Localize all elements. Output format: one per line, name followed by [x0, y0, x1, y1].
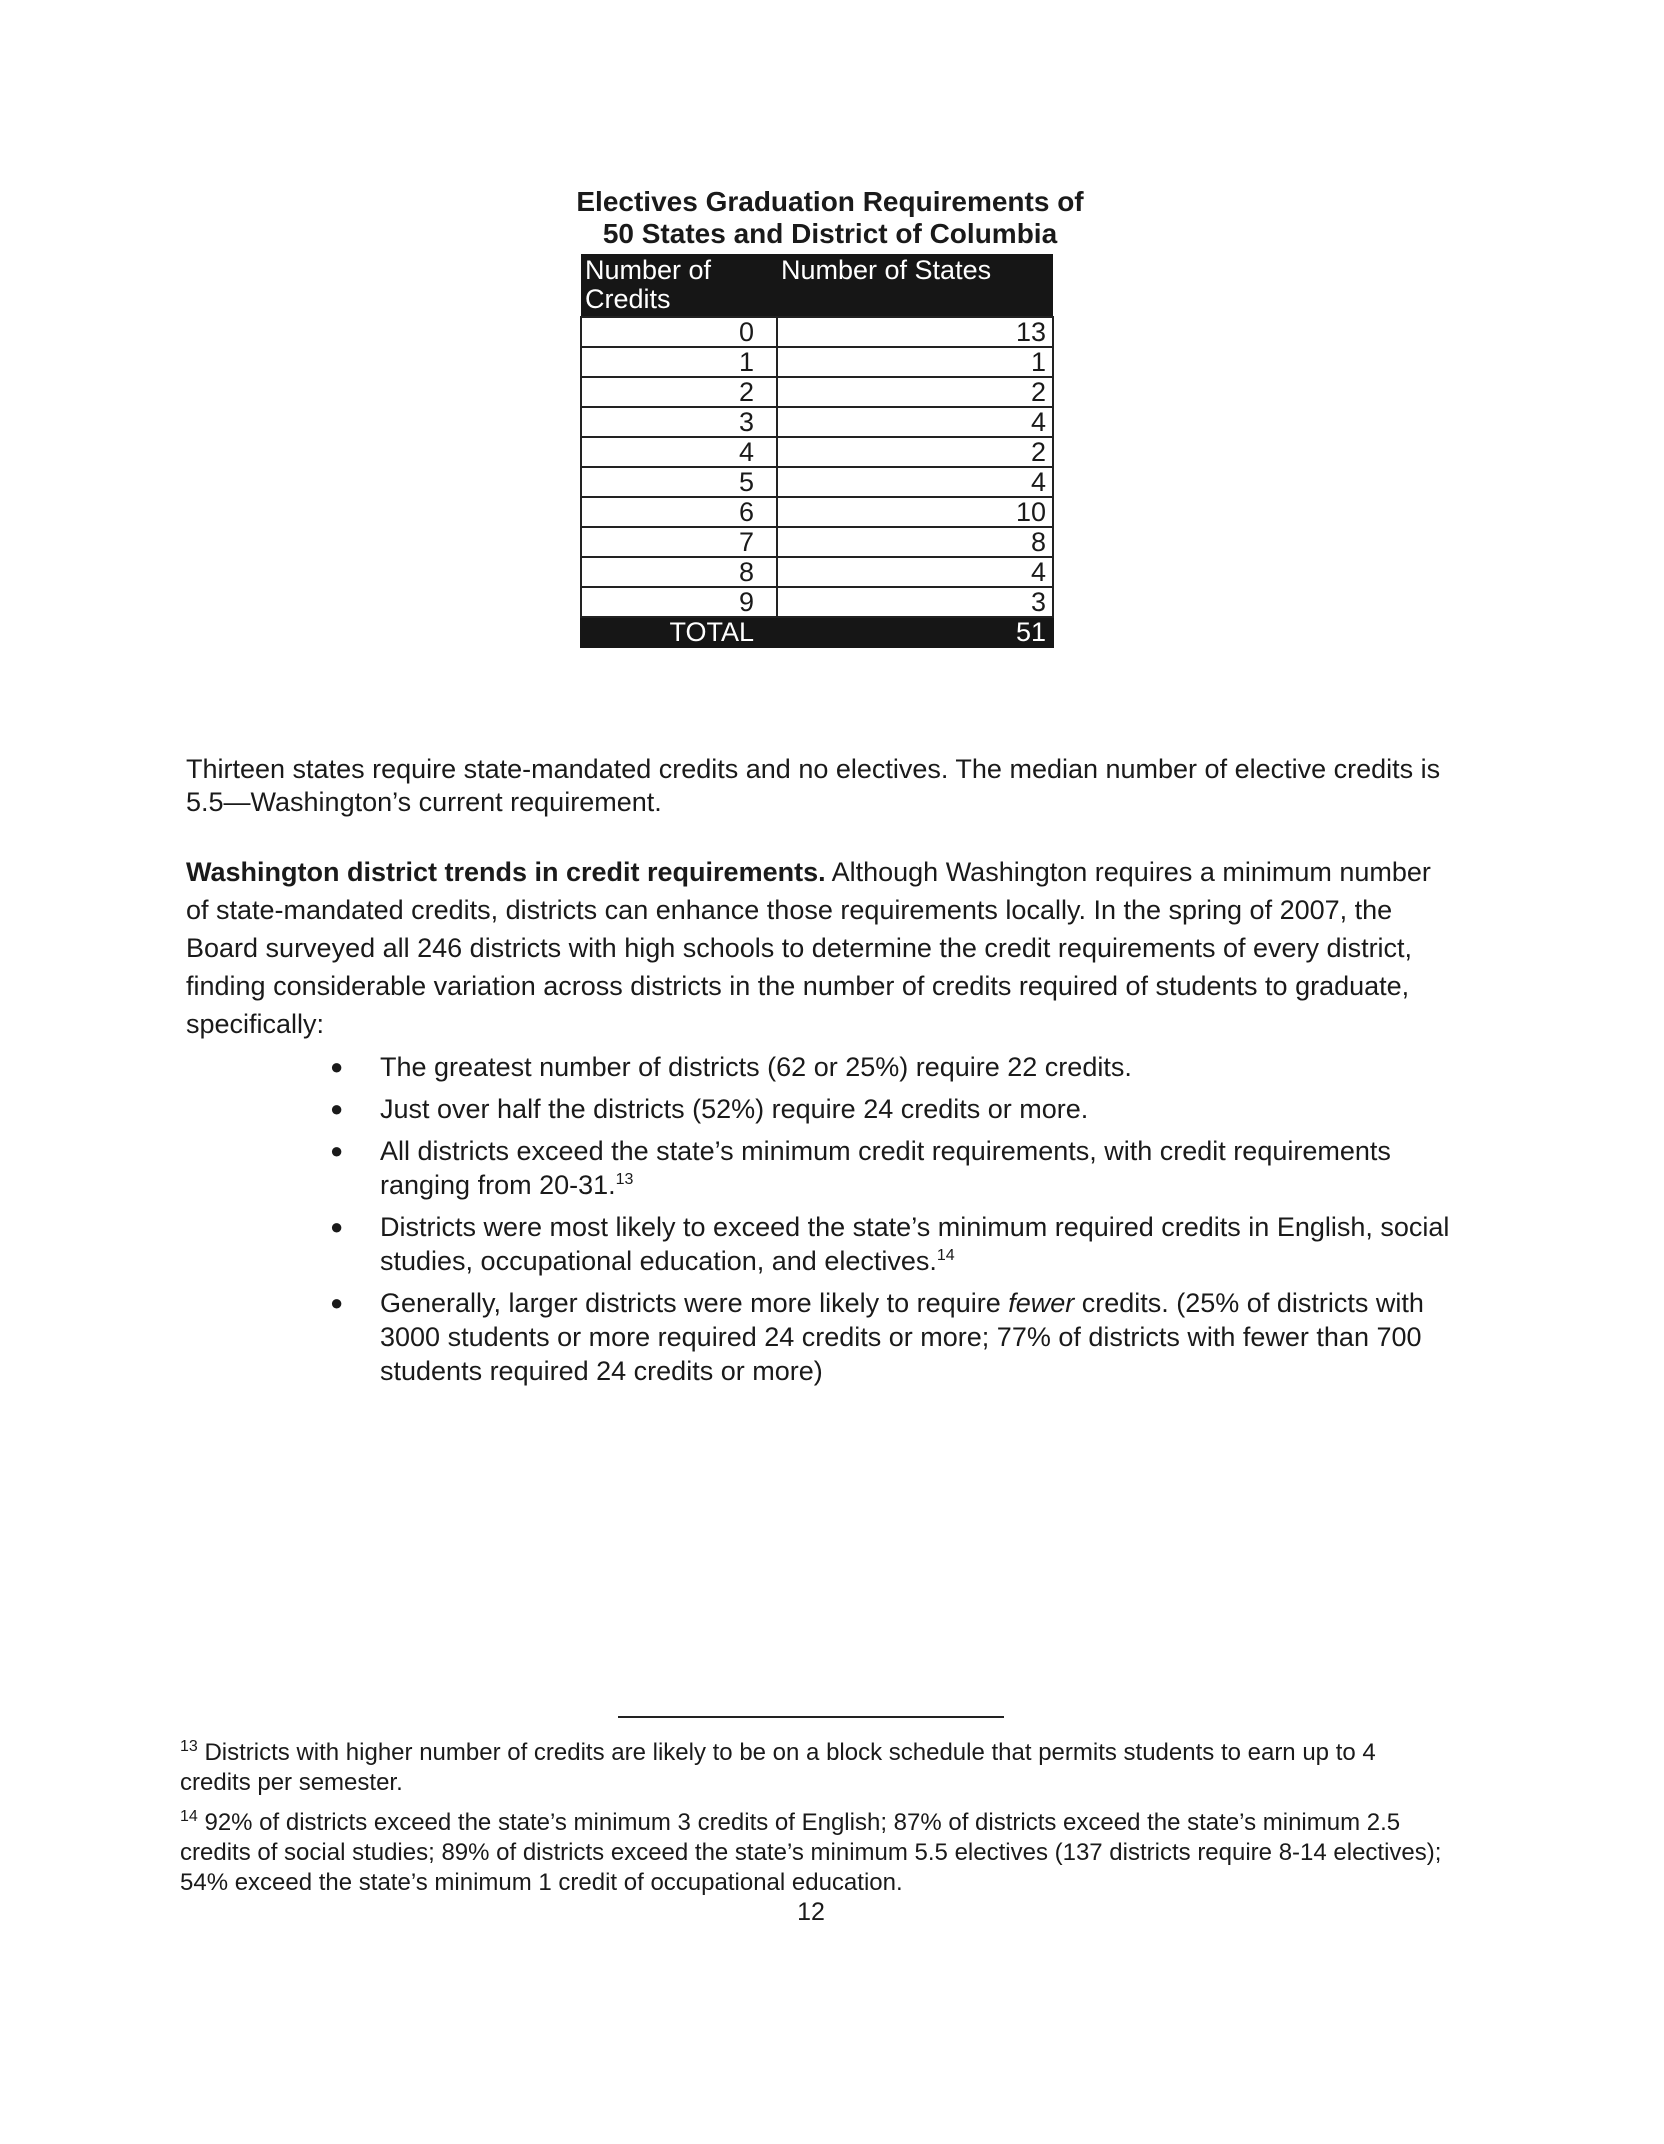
credits-cell: 9: [581, 587, 777, 617]
bullet-icon: ●: [330, 1214, 344, 1239]
electives-table: [580, 254, 1054, 648]
states-cell: 2: [777, 377, 1053, 407]
page-number: 12: [797, 1898, 825, 1926]
credits-cell: 2: [581, 377, 777, 407]
credits-cell: 6: [581, 497, 777, 527]
table-row: [581, 467, 1053, 497]
list-item-text-pre: Generally, larger districts were more likely to require: [380, 1288, 1009, 1318]
list-item: [330, 1092, 1450, 1126]
list-item: [330, 1050, 1450, 1084]
table-row: [581, 587, 1053, 617]
table-row: [581, 557, 1053, 587]
table-row: [581, 437, 1053, 467]
states-cell: 3: [777, 587, 1053, 617]
footnote-ref-14: 14: [936, 1247, 955, 1264]
list-item-text: The greatest number of districts (62 or 25%) require 22 credits.: [380, 1052, 1132, 1082]
credits-cell: 4: [581, 437, 777, 467]
credits-cell: 8: [581, 557, 777, 587]
table-total-row: [581, 617, 1053, 647]
table-row: [581, 407, 1053, 437]
list-item: [330, 1134, 1450, 1202]
footnote-text: 92% of districts exceed the state’s minimum 3 credits of English; 87% of districts exceed the state’s minimum 2.5 credits of social studies; 89% of districts exceed the state’s minimum 5.5 electives (137 districts require 8-14 electives); 54% exceed the state’s minimum 1 credit of occupational education.: [180, 1809, 1442, 1896]
footnote-marker: 13: [180, 1738, 198, 1755]
footnote-divider: [618, 1716, 1004, 1718]
bullet-icon: ●: [330, 1096, 344, 1121]
list-item-text-post: credits. (25% of districts with 3000 students or more required 24 credits or more; 77% of districts with fewer than 700 students required 24 credits or more): [380, 1288, 1424, 1386]
table-row: [581, 377, 1053, 407]
states-cell: 1: [777, 347, 1053, 377]
header-number-of-credits: Number of Credits: [581, 254, 777, 317]
credits-cell: 7: [581, 527, 777, 557]
bullet-icon: ●: [330, 1138, 344, 1163]
list-item-text: Just over half the districts (52%) require 24 credits or more.: [380, 1094, 1089, 1124]
states-cell: 13: [777, 317, 1053, 347]
footnote-marker: 14: [180, 1808, 198, 1825]
bullet-icon: ●: [330, 1054, 344, 1079]
list-item-text: All districts exceed the state’s minimum credit requirements, with credit requirements ranging from 20-31.: [380, 1136, 1391, 1200]
credits-cell: 1: [581, 347, 777, 377]
table-row: [581, 527, 1053, 557]
footnote-text: Districts with higher number of credits are likely to be on a block schedule that permits students to earn up to 4 credits per semester.: [180, 1739, 1376, 1796]
list-item-emphasis: fewer: [1008, 1288, 1075, 1318]
paragraph-district-trends: [186, 853, 1456, 1043]
table-row: [581, 317, 1053, 347]
paragraph-lead-heading: Washington district trends in credit requirements.: [186, 857, 826, 887]
credits-cell: 5: [581, 467, 777, 497]
table-row: [581, 347, 1053, 377]
states-cell: 2: [777, 437, 1053, 467]
table-title-line1: Electives Graduation Requirements of: [576, 186, 1084, 217]
states-cell: 4: [777, 557, 1053, 587]
paragraph-body: Although Washington requires a minimum number of state-mandated credits, districts can enhance those requirements locally. In the spring of 2007, the Board surveyed all 246 districts with high schools to determine the credit requirements of every district, finding considerable variation across districts in the number of credits required of students to graduate, specifically:: [186, 857, 1431, 1039]
table-row: [581, 497, 1053, 527]
footnote-14: [180, 1808, 1450, 1898]
total-label: TOTAL: [581, 617, 777, 647]
findings-list: [330, 1050, 1450, 1396]
credits-cell: 3: [581, 407, 777, 437]
total-value: 51: [777, 617, 1053, 647]
table-title-line2: 50 States and District of Columbia: [602, 218, 1058, 249]
table-header-row: [581, 254, 1053, 317]
list-item: [330, 1286, 1450, 1388]
header-number-of-states: Number of States: [777, 254, 1053, 317]
table-title: [560, 186, 1100, 250]
bullet-icon: ●: [330, 1290, 344, 1315]
credits-cell: 0: [581, 317, 777, 347]
states-cell: 10: [777, 497, 1053, 527]
list-item: [330, 1210, 1450, 1278]
states-cell: 8: [777, 527, 1053, 557]
footnote-ref-13: 13: [615, 1171, 634, 1188]
states-cell: 4: [777, 407, 1053, 437]
list-item-text: Districts were most likely to exceed the state’s minimum required credits in English, social studies, occupational education, and electives.: [380, 1212, 1450, 1276]
footnote-13: [180, 1738, 1450, 1798]
paragraph-electives-summary: Thirteen states require state-mandated credits and no electives. The median number of elective credits is 5.5—Washington’s current requirement.: [186, 754, 1441, 817]
states-cell: 4: [777, 467, 1053, 497]
